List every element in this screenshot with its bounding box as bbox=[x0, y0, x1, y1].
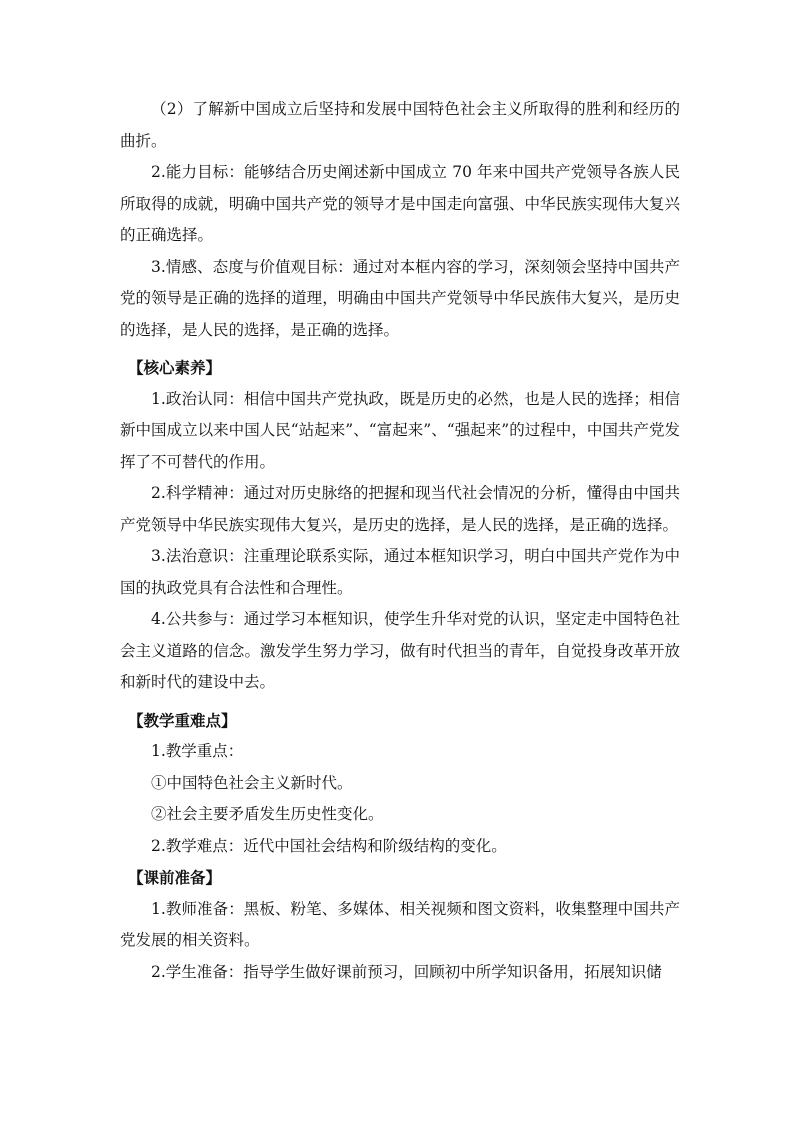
key-point-item-2: ②社会主要矛盾发生历史性变化。 bbox=[151, 805, 384, 823]
objective-paragraph: （2）了解新中国成立后坚持和发展中国特色社会主义所取得的胜利和经历的曲折。 bbox=[120, 100, 680, 150]
class-prep-heading: 【课前准备】 bbox=[128, 868, 222, 887]
core-item-participation: 4.公共参与：通过学习本框知识，使学生升华对党的认识，坚定走中国特色社会主义道路的信念。激发学生努力学习，做有时代担当的青年，自觉投身改革开放和新时代的建设中去。 bbox=[120, 610, 680, 691]
ability-objective-paragraph: 2.能力目标：能够结合历史阐述新中国成立 70 年来中国共产党领导各族人民所取得的成就，明确中国共产党的领导才是中国走向富强、中华民族实现伟大复兴的正确选择。 bbox=[120, 163, 680, 244]
core-literacy-heading: 【核心素养】 bbox=[128, 358, 222, 377]
difficult-point: 2.教学难点：近代中国社会结构和阶级结构的变化。 bbox=[151, 836, 507, 855]
student-prep: 2.学生准备：指导学生做好课前预习，回顾初中所学知识备用，拓展知识储 bbox=[151, 962, 662, 981]
core-item-political: 1.政治认同：相信中国共产党执政，既是历史的必然，也是人民的选择；相信新中国成立以来中国人民“站起来”、“富起来”、“强起来”的过程中，中国共产党发挥了不可替代的作用。 bbox=[120, 389, 680, 471]
key-point-item-1: ①中国特色社会主义新时代。 bbox=[151, 773, 353, 792]
core-item-science: 2.科学精神：通过对历史脉络的把握和现当代社会情况的分析，懂得由中国共产党领导中华民族实现伟大复兴，是历史的选择，是人民的选择，是正确的选择。 bbox=[120, 484, 680, 534]
teacher-prep: 1.教师准备：黑板、粉笔、多媒体、相关视频和图文资料，收集整理中国共产党发展的相关资料。 bbox=[120, 899, 680, 949]
key-point-title: 1.教学重点： bbox=[151, 742, 244, 760]
emotion-objective-paragraph: 3.情感、态度与价值观目标：通过对本框内容的学习，深刻领会坚持中国共产党的领导是正确的选择的道理，明确由中国共产党领导中华民族伟大复兴，是历史的选择，是人民的选择，是正确的选择。 bbox=[120, 257, 680, 339]
document-content bbox=[120, 94, 680, 988]
core-item-law: 3.法治意识：注重理论联系实际，通过本框知识学习，明白中国共产党作为中国的执政党具有合法性和合理性。 bbox=[120, 547, 680, 597]
key-difficult-points-heading: 【教学重难点】 bbox=[128, 710, 237, 730]
